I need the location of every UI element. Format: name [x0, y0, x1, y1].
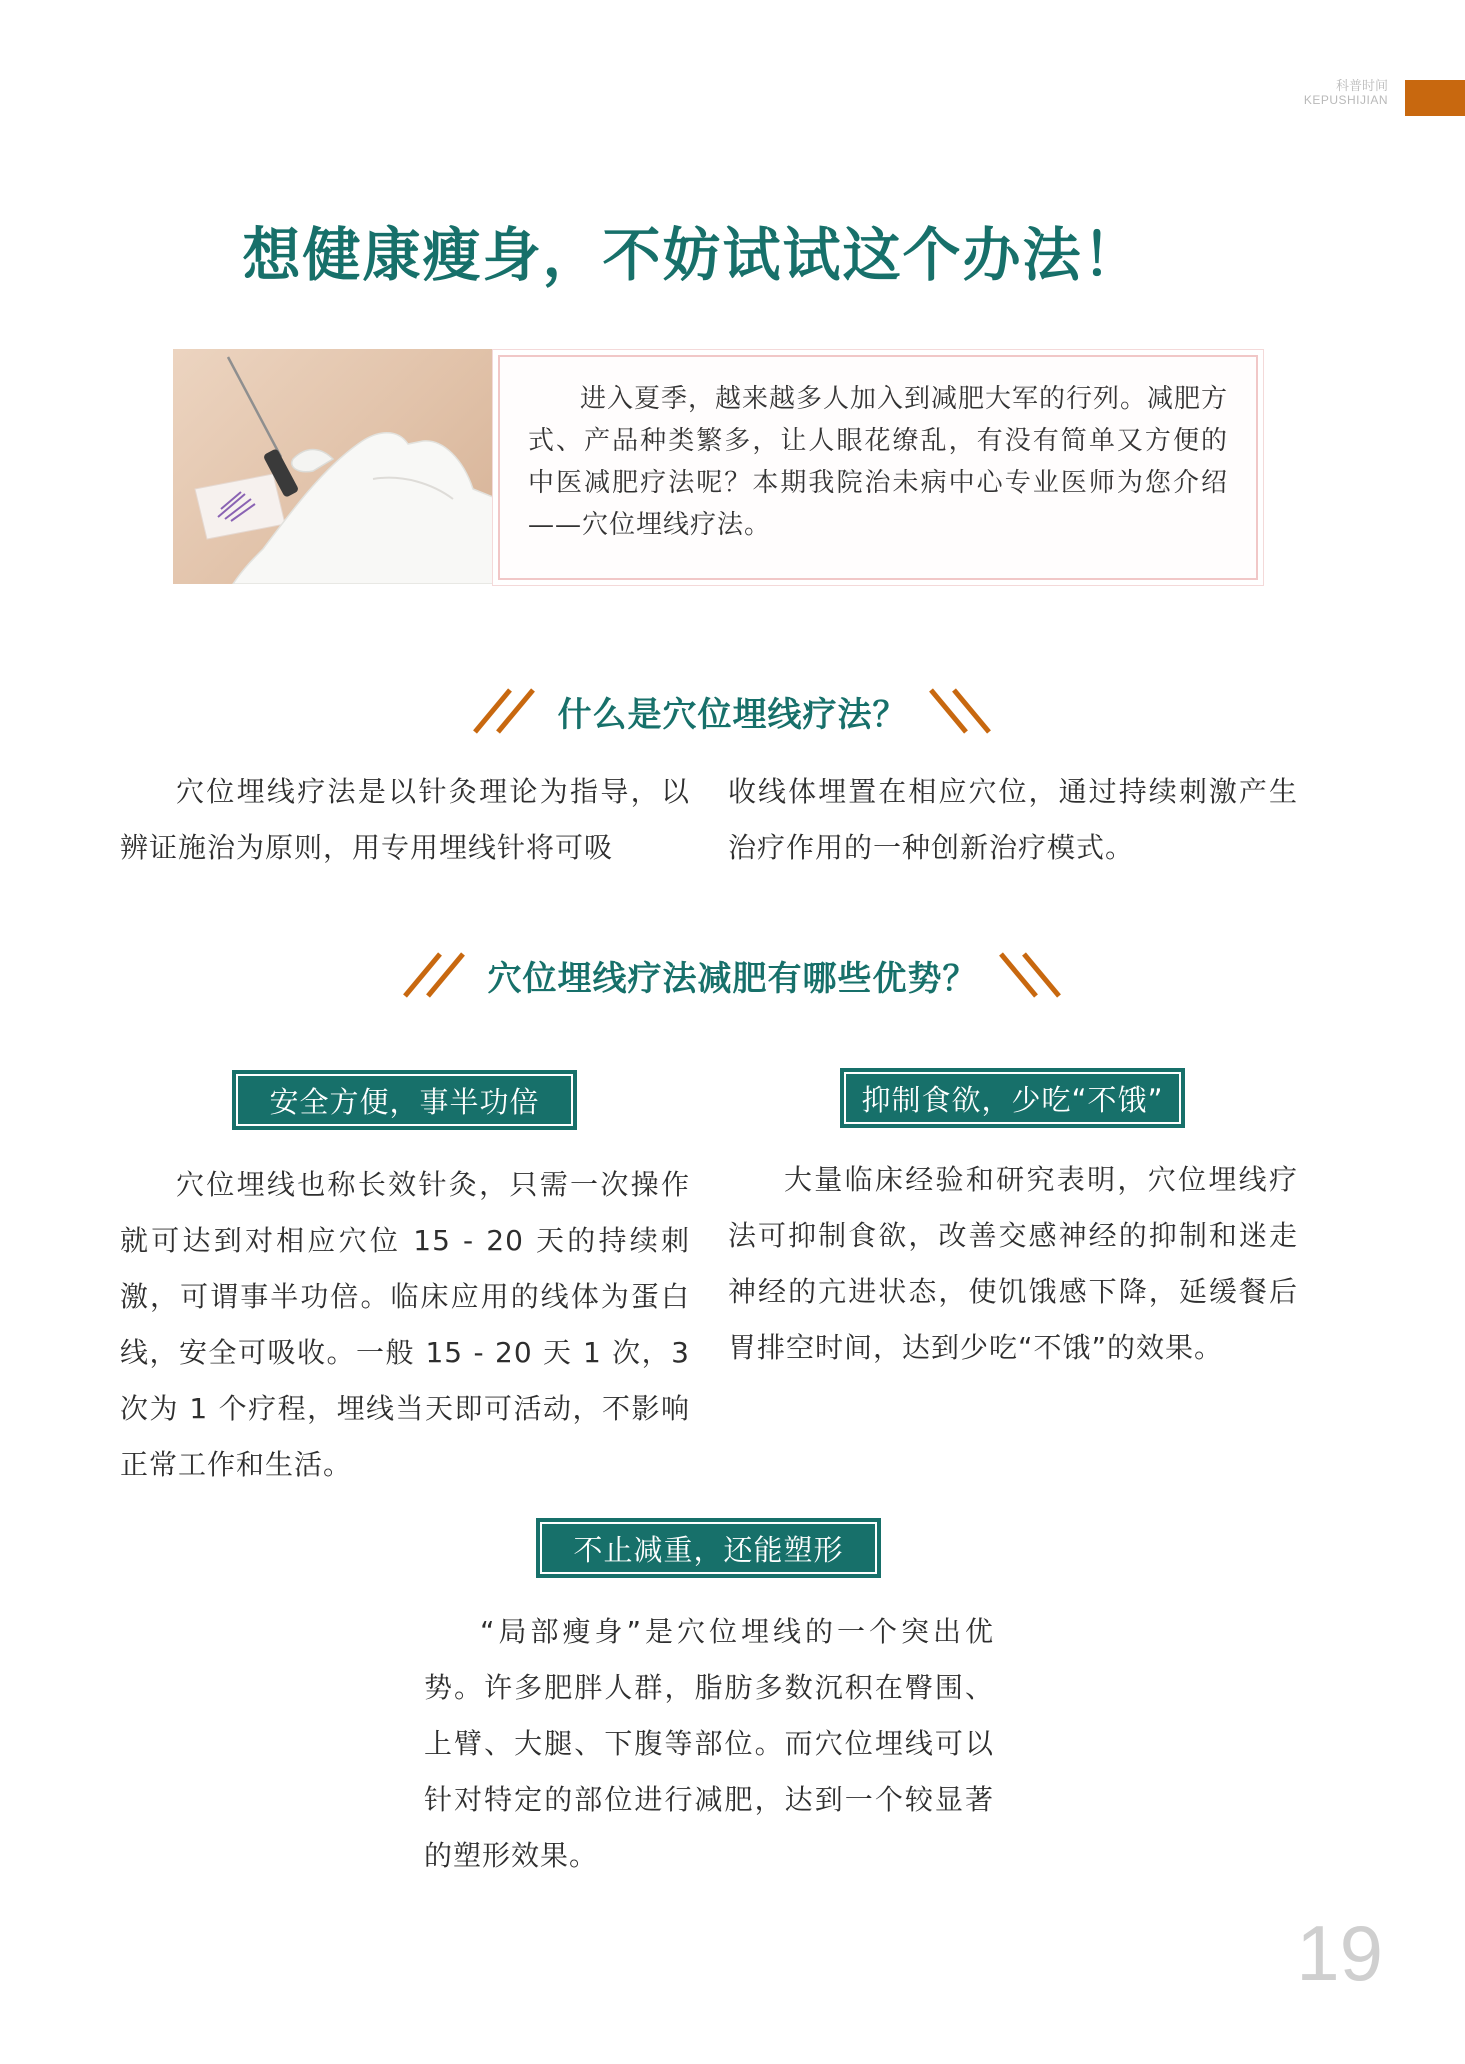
advantage-text-appetite: 大量临床经验和研究表明，穴位埋线疗法可抑制食欲，改善交感神经的抑制和迷走神经的亢进状态，使饥饿感下降，延缓餐后胃排空时间，达到少吃“不饿”的效果。 [728, 1163, 1298, 1364]
intro-text: 进入夏季，越来越多人加入到减肥大军的行列。减肥方式、产品种类繁多，让人眼花缭乱，有没有简单又方便的中医减肥疗法呢？本期我院治未病中心专业医师为您介绍——穴位埋线疗法。 [528, 384, 1229, 540]
header-accent-bar [1405, 80, 1465, 116]
slash-left-icon [470, 686, 540, 736]
slash-right-icon [926, 686, 996, 736]
advantage-label-safe [232, 1070, 577, 1130]
section-heading-text: 穴位埋线疗法减肥有哪些优势？ [487, 958, 978, 999]
advantage-label-shaping [536, 1518, 881, 1578]
header-category-en: KEPUSHIJIAN [1303, 93, 1388, 107]
advantage-label-text: 安全方便，事半功倍 [236, 1074, 573, 1126]
section-heading-advantages [0, 950, 1465, 1000]
advantage-text-shaping: “局部瘦身”是穴位埋线的一个突出优势。许多肥胖人群，脂肪多数沉积在臀围、上臂、大腿、下腹等部位。而穴位埋线可以针对特定的部位进行减肥，达到一个较显著的塑形效果。 [424, 1615, 994, 1872]
article-title: 想健康瘦身，不妨试试这个办法！ [242, 221, 1143, 289]
header-category-zh: 科普时间 [1335, 78, 1388, 93]
acupuncture-needle-icon [173, 349, 498, 584]
intro-photo [173, 349, 498, 584]
header-category [1304, 78, 1388, 108]
advantage-label-appetite [840, 1068, 1185, 1128]
section-heading-what-is [0, 686, 1465, 736]
slash-right-icon [996, 950, 1066, 1000]
advantage-text-safe: 穴位埋线也称长效针灸，只需一次操作就可达到对相应穴位 15 - 20 天的持续刺激，可谓事半功倍。临床应用的线体为蛋白线，安全可吸收。一般 15 - 20 天 1 次，3 次为 1 个疗程，埋线当天即可活动，不影响正常工作和生活。 [120, 1168, 690, 1481]
advantage-label-text: 抑制食欲，少吃“不饿” [844, 1072, 1181, 1124]
section1-left-column: 穴位埋线疗法是以针灸理论为指导，以辨证施治为原则，用专用埋线针将可吸 [120, 775, 690, 864]
section-heading-text: 什么是穴位埋线疗法？ [557, 694, 908, 735]
slash-left-icon [400, 950, 470, 1000]
advantage-label-text: 不止减重，还能塑形 [540, 1522, 877, 1574]
page-number: 19 [1296, 1909, 1383, 1997]
section1-right-column: 收线体埋置在相应穴位，通过持续刺激产生治疗作用的一种创新治疗模式。 [728, 775, 1298, 864]
